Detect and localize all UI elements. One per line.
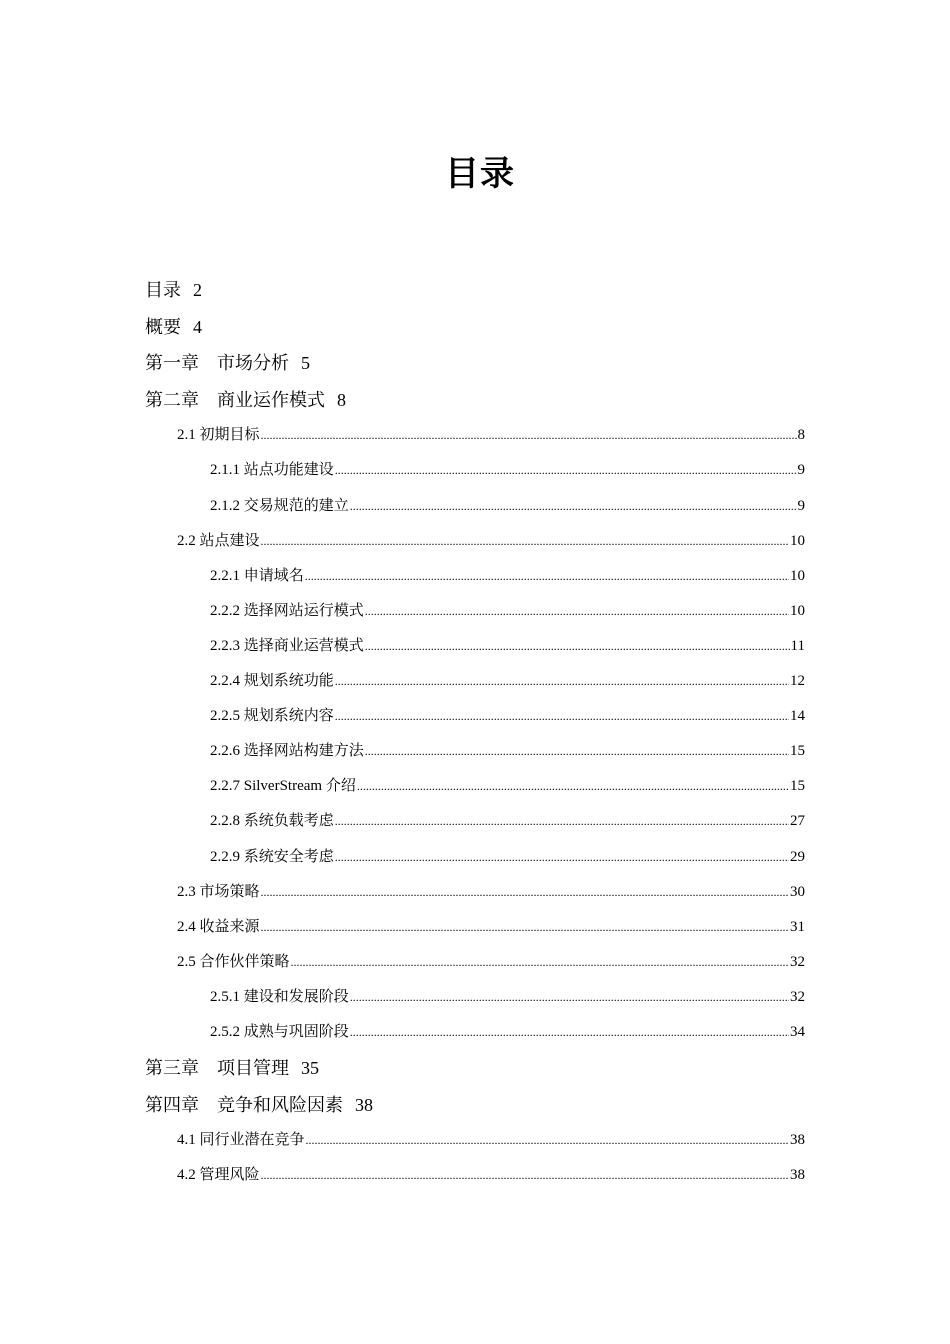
page-title: 目录	[445, 154, 515, 194]
toc-dot-leader	[365, 734, 789, 769]
toc-entry-label: 2.2.2 选择网站运行模式	[210, 602, 364, 619]
toc-entry-label: 4.2 管理风险	[177, 1167, 260, 1184]
toc-entry-page-number: 31	[790, 918, 805, 935]
toc-entry-page-number: 32	[790, 953, 805, 970]
toc-entry-page-number: 8	[797, 427, 805, 444]
table-of-contents	[0, 272, 950, 1193]
toc-entry-label: 2.2.8 系统负载考虑	[210, 813, 334, 830]
toc-dot-leader	[335, 453, 797, 488]
toc-entry-label: 第三章 项目管理	[145, 1058, 289, 1079]
toc-entry[interactable]	[0, 910, 805, 945]
toc-entry-page-number: 10	[790, 567, 805, 584]
toc-entry[interactable]	[0, 594, 805, 629]
toc-entry[interactable]	[0, 629, 805, 664]
toc-entry-page-number: 8	[337, 389, 346, 410]
toc-entry-page-number: 2	[193, 280, 202, 300]
toc-entry-page-number: 30	[790, 883, 805, 900]
toc-dot-leader	[335, 804, 789, 839]
toc-entry-label: 概要	[145, 316, 181, 337]
toc-dot-leader	[350, 1015, 789, 1050]
toc-entry-page-number: 9	[797, 497, 805, 514]
toc-entry-label: 第一章 市场分析	[145, 353, 289, 374]
toc-entry[interactable]	[0, 1050, 950, 1087]
toc-entry[interactable]	[0, 559, 805, 594]
toc-entry[interactable]	[0, 875, 805, 910]
toc-dot-leader	[261, 418, 797, 453]
toc-entry-page-number: 32	[790, 988, 805, 1005]
toc-entry-label: 2.2.3 选择商业运营模式	[210, 637, 364, 654]
toc-entry-label: 2.1 初期目标	[177, 427, 260, 444]
toc-entry[interactable]	[0, 769, 805, 804]
toc-entry-label: 4.1 同行业潜在竞争	[177, 1132, 305, 1149]
toc-entry-page-number: 15	[790, 778, 805, 795]
toc-entry-label: 2.2.4 规划系统功能	[210, 673, 334, 690]
toc-dot-leader	[365, 629, 790, 664]
toc-entry-page-number: 38	[790, 1167, 805, 1184]
toc-entry-label: 2.1.2 交易规范的建立	[210, 497, 349, 514]
toc-entry[interactable]	[0, 453, 805, 488]
toc-entry[interactable]	[0, 664, 805, 699]
toc-entry-page-number: 12	[790, 673, 805, 690]
toc-entry-page-number: 14	[790, 708, 805, 725]
toc-entry[interactable]	[0, 804, 805, 839]
toc-entry[interactable]	[0, 418, 805, 453]
toc-entry[interactable]	[0, 489, 805, 524]
toc-entry-label: 目录	[145, 280, 181, 300]
toc-entry-label: 2.5 合作伙伴策略	[177, 953, 290, 970]
toc-entry-page-number: 38	[790, 1132, 805, 1149]
toc-entry-label: 2.5.1 建设和发展阶段	[210, 988, 349, 1005]
toc-dot-leader	[357, 769, 789, 804]
toc-entry-label: 2.2.6 选择网站构建方法	[210, 743, 364, 760]
toc-entry-page-number: 9	[797, 462, 805, 479]
toc-entry-page-number: 11	[790, 637, 805, 654]
toc-entry-page-number: 35	[301, 1058, 319, 1079]
toc-entry[interactable]	[0, 840, 805, 875]
toc-entry[interactable]	[0, 1158, 805, 1193]
toc-dot-leader	[335, 699, 789, 734]
toc-entry[interactable]	[0, 1015, 805, 1050]
toc-dot-leader	[291, 945, 789, 980]
toc-entry[interactable]	[0, 734, 805, 769]
toc-entry[interactable]	[0, 1087, 950, 1124]
toc-entry-page-number: 38	[355, 1094, 373, 1115]
toc-dot-leader	[305, 559, 789, 594]
toc-entry[interactable]	[0, 272, 950, 309]
toc-entry-label: 第二章 商业运作模式	[145, 389, 325, 410]
toc-entry-label: 2.3 市场策略	[177, 883, 260, 900]
toc-entry-page-number: 27	[790, 813, 805, 830]
toc-entry-label: 2.2.5 规划系统内容	[210, 708, 334, 725]
toc-entry[interactable]	[0, 980, 805, 1015]
toc-dot-leader	[306, 1123, 789, 1158]
toc-entry-page-number: 29	[790, 848, 805, 865]
toc-entry-label: 2.2.7 SilverStream 介绍	[210, 778, 356, 795]
toc-entry-page-number: 10	[790, 532, 805, 549]
toc-dot-leader	[261, 875, 789, 910]
toc-entry-label: 2.2.9 系统安全考虑	[210, 848, 334, 865]
toc-entry[interactable]	[0, 524, 805, 559]
toc-entry[interactable]	[0, 945, 805, 980]
toc-entry[interactable]	[0, 1123, 805, 1158]
toc-dot-leader	[365, 594, 789, 629]
toc-dot-leader	[261, 524, 789, 559]
toc-entry[interactable]	[0, 345, 950, 382]
toc-dot-leader	[350, 489, 797, 524]
toc-dot-leader	[261, 910, 789, 945]
toc-entry-page-number: 4	[193, 316, 202, 337]
toc-entry-label: 第四章 竞争和风险因素	[145, 1094, 343, 1115]
toc-entry[interactable]	[0, 309, 950, 346]
toc-dot-leader	[335, 840, 789, 875]
toc-entry-label: 2.2.1 申请域名	[210, 567, 304, 584]
toc-dot-leader	[335, 664, 789, 699]
toc-dot-leader	[261, 1158, 789, 1193]
toc-entry-page-number: 10	[790, 602, 805, 619]
toc-dot-leader	[350, 980, 789, 1015]
toc-entry[interactable]	[0, 699, 805, 734]
toc-entry-label: 2.5.2 成熟与巩固阶段	[210, 1023, 349, 1040]
toc-entry-label: 2.2 站点建设	[177, 532, 260, 549]
toc-entry-page-number: 15	[790, 743, 805, 760]
toc-entry-label: 2.1.1 站点功能建设	[210, 462, 334, 479]
toc-entry-label: 2.4 收益来源	[177, 918, 260, 935]
toc-entry[interactable]	[0, 382, 950, 419]
toc-entry-page-number: 5	[301, 353, 310, 374]
toc-entry-page-number: 34	[790, 1023, 805, 1040]
